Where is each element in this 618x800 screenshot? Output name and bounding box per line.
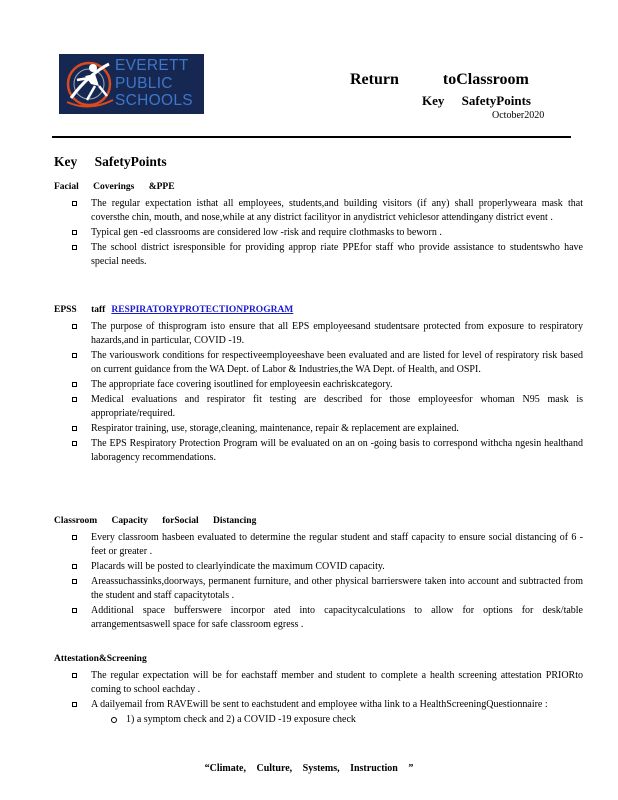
section-eps-staff — [54, 304, 583, 466]
bullet-list — [54, 197, 583, 269]
main-heading: Key SafetyPoints — [54, 154, 167, 169]
logo-wordmark — [115, 57, 193, 110]
square-bullet-icon — [72, 702, 77, 707]
square-bullet-icon — [72, 441, 77, 446]
square-bullet-icon — [72, 608, 77, 613]
list-item: Areassuchassinks,doorways, permanent furniture, and other physical barrierswere taken into account and subtracted from the student and staff capacitytotals . — [54, 575, 583, 603]
list-item: Placards will be posted to clearlyindicate the maximum COVID capacity. — [54, 560, 583, 574]
square-bullet-icon — [72, 426, 77, 431]
list-item: The variouswork conditions for respectiveemployeeshave been evaluated and are listed for level of respiratory risk based on current guidance from the WA Dept. of Labor & Industries,the WA Dept. of Health, and OSPI. — [54, 349, 583, 377]
section-facial-coverings — [54, 181, 583, 270]
page-date: October2020 — [492, 110, 545, 121]
logo-line-2: PUBLIC — [115, 74, 173, 92]
logo-line-3: SCHOOLS — [115, 92, 193, 109]
square-bullet-icon — [72, 245, 77, 250]
logo-line-1: EVERETT — [115, 57, 189, 74]
square-bullet-icon — [72, 564, 77, 569]
section-attestation-screening — [54, 653, 583, 727]
bullet-list — [54, 531, 583, 632]
page-subtitle: Key SafetyPoints — [422, 93, 531, 108]
square-bullet-icon — [72, 230, 77, 235]
district-logo — [59, 54, 204, 114]
list-item: Additional space bufferswere incorpor ated into capacitycalculations to allow for options for desk/table arrangementsaswell space for safe classroom egress . — [54, 604, 583, 632]
sub-list-item: 1) a symptom check and 2) a COVID -19 exposure check — [54, 713, 554, 727]
list-item: Every classroom hasbeen evaluated to determine the regular student and staff capacity to ensure social distancing of 6 -feet or greater . — [54, 531, 583, 559]
square-bullet-icon — [72, 535, 77, 540]
list-item: A dailyemail from RAVEwill be sent to eachstudent and employee witha link to a HealthScreeningQuestionnaire : — [54, 698, 583, 712]
square-bullet-icon — [72, 201, 77, 206]
section-classroom-capacity — [54, 515, 583, 633]
square-bullet-icon — [72, 673, 77, 678]
list-item: Medical evaluations and respirator fit testing are described for those employeesfor whoman N95 mask is appropriate/required. — [54, 393, 583, 421]
list-item: The EPS Respiratory Protection Program will be evaluated on an on -going basis to correspond withcha ngesin healthand laboragency recommendations. — [54, 437, 583, 465]
section-heading: Classroom Capacity forSocial Distancing — [54, 516, 257, 526]
section-heading: Facial Coverings &PPE — [54, 182, 175, 192]
footer-motto: “Climate, Culture, Systems, Instruction ” — [204, 763, 414, 774]
circle-bullet-icon — [111, 717, 117, 723]
list-item: The regular expectation will be for eachstaff member and student to complete a health screening attestation PRIORto coming to school eachday . — [54, 669, 583, 697]
page-title: Return toClassroom — [350, 71, 529, 88]
bullet-list — [54, 669, 583, 712]
section-heading: Attestation&Screening — [54, 654, 147, 664]
list-item: Respirator training, use, storage,cleaning, maintenance, repair & replacement are explained. — [54, 422, 583, 436]
respiratory-program-link[interactable]: RESPIRATORYPROTECTIONPROGRAM — [111, 305, 294, 315]
square-bullet-icon — [72, 324, 77, 329]
list-item: The purpose of thisprogram isto ensure that all EPS employeesand studentsare protected from exposure to respiratory hazards,and in particular, COVID -19. — [54, 320, 583, 348]
square-bullet-icon — [72, 579, 77, 584]
square-bullet-icon — [72, 382, 77, 387]
square-bullet-icon — [72, 353, 77, 358]
header-divider — [52, 136, 571, 138]
square-bullet-icon — [72, 397, 77, 402]
section-heading: EPSS taff RESPIRATORYPROTECTIONPROGRAM — [54, 305, 294, 315]
list-item: Typical gen -ed classrooms are considered low -risk and require clothmasks to beworn . — [54, 226, 583, 240]
list-item: The appropriate face covering isoutlined for employeesin eachriskcategory. — [54, 378, 583, 392]
bullet-list — [54, 320, 583, 465]
list-item: The school district isresponsible for providing approp riate PPEfor staff who provide assistance to studentswho have special needs. — [54, 241, 583, 269]
list-item: The regular expectation isthat all employees, students,and building visitors (if any) shall properlyweara mask that coversthe chin, mouth, and nose,while at any district facilityor in anydistrict vehiclesor attendingany district event . — [54, 197, 583, 225]
